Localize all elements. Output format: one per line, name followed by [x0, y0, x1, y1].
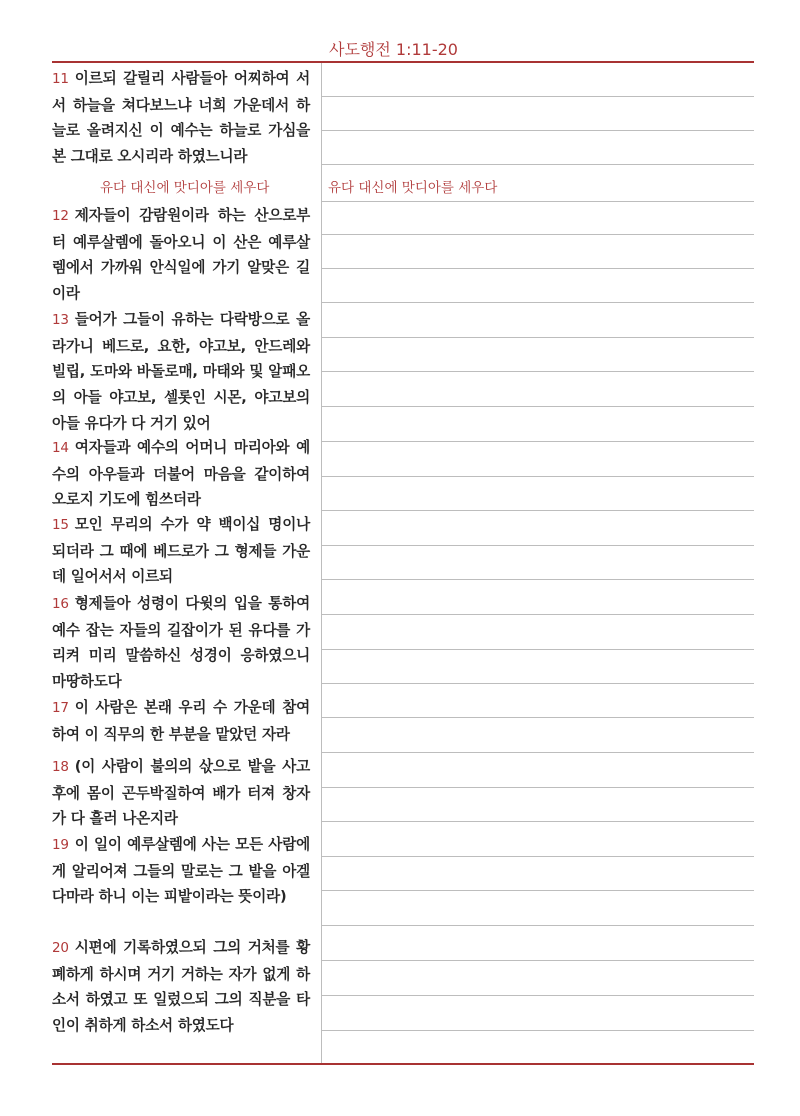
verse-text: 여자들과 예수의 어머니 마리아와 예수의 아우들과 더불어 마음을 같이하여 오로지 기도에 힘쓰더라 — [52, 439, 310, 509]
note-line — [322, 302, 754, 303]
note-line — [322, 717, 754, 718]
note-line — [322, 856, 754, 857]
verse-text: 이 일이 예루살렘에 사는 모든 사람에게 알리어져 그들의 말로는 그 밭을 아겔다마라 하니 이는 피밭이라는 뜻이라) — [52, 836, 310, 906]
verse-11 — [52, 66, 310, 170]
verse-18 — [52, 754, 310, 832]
note-line — [322, 995, 754, 996]
note-line — [322, 752, 754, 753]
note-line — [322, 510, 754, 511]
verse-number: 16 — [52, 596, 69, 612]
section-heading-notes: 유다 대신에 맛디아를 세우다 — [328, 180, 498, 196]
note-line — [322, 614, 754, 615]
column-divider — [321, 63, 322, 1063]
verse-20 — [52, 935, 310, 1039]
note-line — [322, 337, 754, 338]
note-line — [322, 441, 754, 442]
verse-15 — [52, 512, 310, 590]
note-line — [322, 371, 754, 372]
note-line — [322, 1030, 754, 1031]
note-line — [322, 960, 754, 961]
verse-number: 17 — [52, 700, 69, 716]
verse-text: 이 사람은 본래 우리 수 가운데 참여하여 이 직무의 한 부분을 맡았던 자라 — [52, 699, 310, 743]
verse-13 — [52, 307, 310, 437]
note-line — [322, 925, 754, 926]
verse-text: 제자들이 감람원이라 하는 산으로부터 예루살렘에 돌아오니 이 산은 예루살렘에서 가까워 안식일에 가기 알맞은 길이라 — [52, 207, 310, 303]
verse-17 — [52, 695, 310, 747]
verse-number: 12 — [52, 208, 69, 224]
verse-number: 14 — [52, 440, 69, 456]
note-line — [322, 406, 754, 407]
note-line — [322, 201, 754, 202]
page-title: 사도행전 1:11-20 — [329, 40, 458, 59]
verse-text: (이 사람이 불의의 삯으로 밭을 사고 후에 몸이 곤두박질하여 배가 터져 창자가 다 흘러 나온지라 — [52, 758, 310, 828]
verse-number: 20 — [52, 940, 69, 956]
verse-text: 시편에 기록하였으되 그의 거처를 황폐하게 하시며 거기 거하는 자가 없게 하소서 하였고 또 일렀으되 그의 직분을 타인이 취하게 하소서 하였도다 — [52, 939, 310, 1035]
verse-number: 15 — [52, 517, 69, 533]
verse-number: 11 — [52, 71, 69, 87]
note-line — [322, 787, 754, 788]
verse-12 — [52, 203, 310, 307]
verse-text: 들어가 그들이 유하는 다락방으로 올라가니 베드로, 요한, 야고보, 안드레와 빌립, 도마와 바돌로매, 마태와 및 알패오의 아들 야고보, 셀롯인 시몬, 야고보의 아들 유다가 다 거기 있어 — [52, 311, 310, 432]
note-line — [322, 164, 754, 165]
verse-14 — [52, 435, 310, 513]
note-line — [322, 545, 754, 546]
note-line — [322, 268, 754, 269]
verse-text: 형제들아 성령이 다윗의 입을 통하여 예수 잡는 자들의 길잡이가 된 유다를 가리켜 미리 말씀하신 성경이 응하였으니 마땅하도다 — [52, 595, 310, 691]
verse-19 — [52, 832, 310, 910]
note-line — [322, 234, 754, 235]
verse-number: 13 — [52, 312, 69, 328]
top-rule — [52, 61, 754, 63]
note-line — [322, 649, 754, 650]
verse-number: 18 — [52, 759, 69, 775]
note-line — [322, 96, 754, 97]
bottom-rule — [52, 1063, 754, 1065]
verse-number: 19 — [52, 837, 69, 853]
section-heading: 유다 대신에 맛디아를 세우다 — [100, 180, 270, 196]
verse-text: 이르되 갈릴리 사람들아 어찌하여 서서 하늘을 쳐다보느냐 너희 가운데서 하늘로 올려지신 이 예수는 하늘로 가심을 본 그대로 오시리라 하였느니라 — [52, 70, 310, 166]
note-line — [322, 683, 754, 684]
note-line — [322, 579, 754, 580]
note-line — [322, 821, 754, 822]
note-line — [322, 130, 754, 131]
verse-16 — [52, 591, 310, 695]
verse-text: 모인 무리의 수가 약 백이십 명이나 되더라 그 때에 베드로가 그 형제들 가운데 일어서서 이르되 — [52, 516, 310, 586]
note-line — [322, 476, 754, 477]
note-line — [322, 890, 754, 891]
